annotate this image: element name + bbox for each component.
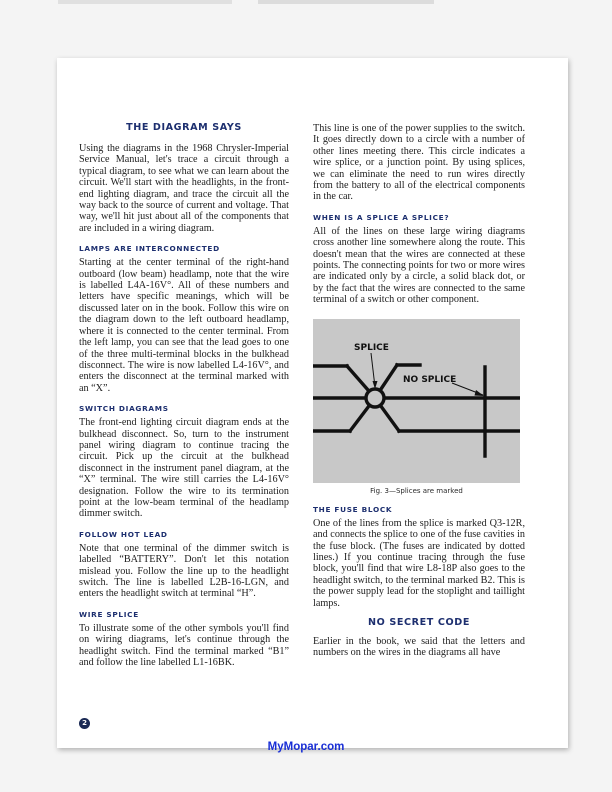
viewer-tab[interactable] (258, 0, 434, 4)
viewer-tab[interactable] (58, 0, 232, 4)
paragraph-secret: Earlier in the book, we said that the letters and numbers on the wires in the diagrams all have (313, 635, 525, 659)
mymopar-link[interactable]: MyMopar.com (267, 741, 345, 753)
heading-lamps-interconnected: LAMPS ARE INTERCONNECTED (79, 244, 220, 254)
heading-follow-hot-lead: FOLLOW HOT LEAD (79, 529, 168, 539)
label-splice: SPLICE (354, 342, 389, 353)
splice-diagram-illustration (313, 319, 520, 495)
paragraph-fuse: One of the lines from the splice is marked Q3-12R, and connects the splice to one of the fuse cavities in the fuse block. (The fuses are indicated by dotted lines.) If you continue tracing through the fuse block, you'll find that wire L8-18P also goes to the headlight switch, to the terminal marked B2. This is the power supply lead for the stoplight and taillight lamps. (313, 517, 525, 609)
heading-wire-splice: WIRE SPLICE (79, 609, 139, 619)
paragraph-intro: Using the diagrams in the 1968 Chrysler-Imperial Service Manual, let's trace a circuit through a typical diagram, to see what we can learn about the circuit. We'll start with the headlights, in the front-end lighting diagram, and trace the circuit all the way back to the source of current and voltage. That way, we'll hit just about all of the components that are included in a wiring diagram. (79, 143, 289, 234)
heading-when-is-a-splice: WHEN IS A SPLICE A SPLICE? (313, 212, 450, 222)
paragraph-splice: All of the lines on these large wiring diagrams cross another line somewhere along the route. This doesn't mean that the wires are connected at these points. The connecting points for two or more wires are indicated only by a circle, a solid black dot, or by the fact that the wires are connected to the same terminal of a switch or other component. (313, 225, 525, 306)
paragraph-follow: Note that one terminal of the dimmer switch is labelled “BATTERY”. Don't let this notation mislead you. Follow the line up to the headlight switch. The line is labelled L2B-16-LGN, and enters the headlight switch at terminal “H”. (79, 542, 289, 600)
figure-caption: Fig. 3—Splices are marked (370, 486, 463, 495)
heading-the-diagram-says: THE DIAGRAM SAYS (126, 122, 242, 133)
right-column (313, 123, 525, 659)
label-no-splice: NO SPLICE (403, 374, 457, 385)
figure-background (313, 319, 520, 483)
heading-no-secret-code: NO SECRET CODE (368, 616, 470, 628)
viewer-toolbar (0, 0, 612, 8)
paragraph-switch: The front-end lighting circuit diagram ends at the bulkhead disconnect. So, turn to the instrument panel wiring diagram to continue tracing the circuit. Pick up the circuit at the bulkhead disconnect in the instrument panel diagram, at the “X” terminal. The wire still carries the L4-16V° designation. Follow the wire to its termination point at the low-beam terminal of the headlamp dimmer switch. (79, 417, 289, 520)
splice-circle-icon (366, 389, 384, 407)
figure-splice-diagram (313, 319, 520, 495)
paragraph-continuation: This line is one of the power supplies to the switch. It goes directly down to a circle with a number of other lines meeting there. This circle indicates a wire splice, or a junction point. By using splices, we can eliminate the need to run wires directly from the battery to all of the electrical components in the car. (313, 123, 525, 203)
paragraph-lamps: Starting at the center terminal of the right-hand outboard (low beam) headlamp, note that the wire is labelled L4A-16V°. All of these numbers and letters have specific meanings, which will be discussed later on in the book. Follow this wire on the diagram down to the left outboard headlamp, where it is connected to the center terminal. From the left lamp, you can see that the lead goes to one of the three multi-terminal blocks in the bulkhead disconnect. The wire is now labelled L4-16V°, and enters the disconnect at the terminal marked with an “X”. (79, 257, 289, 394)
page-number-badge: 2 (79, 718, 90, 729)
heading-the-fuse-block: THE FUSE BLOCK (313, 504, 393, 514)
left-column (79, 122, 289, 668)
paragraph-wire-splice: To illustrate some of the other symbols you'll find on wiring diagrams, let's continue through the headlight switch. Find the terminal marked “B1” and follow the line labelled L1-16BK. (79, 622, 289, 669)
document-page (57, 58, 568, 748)
heading-switch-diagrams: SWITCH DIAGRAMS (79, 404, 169, 414)
